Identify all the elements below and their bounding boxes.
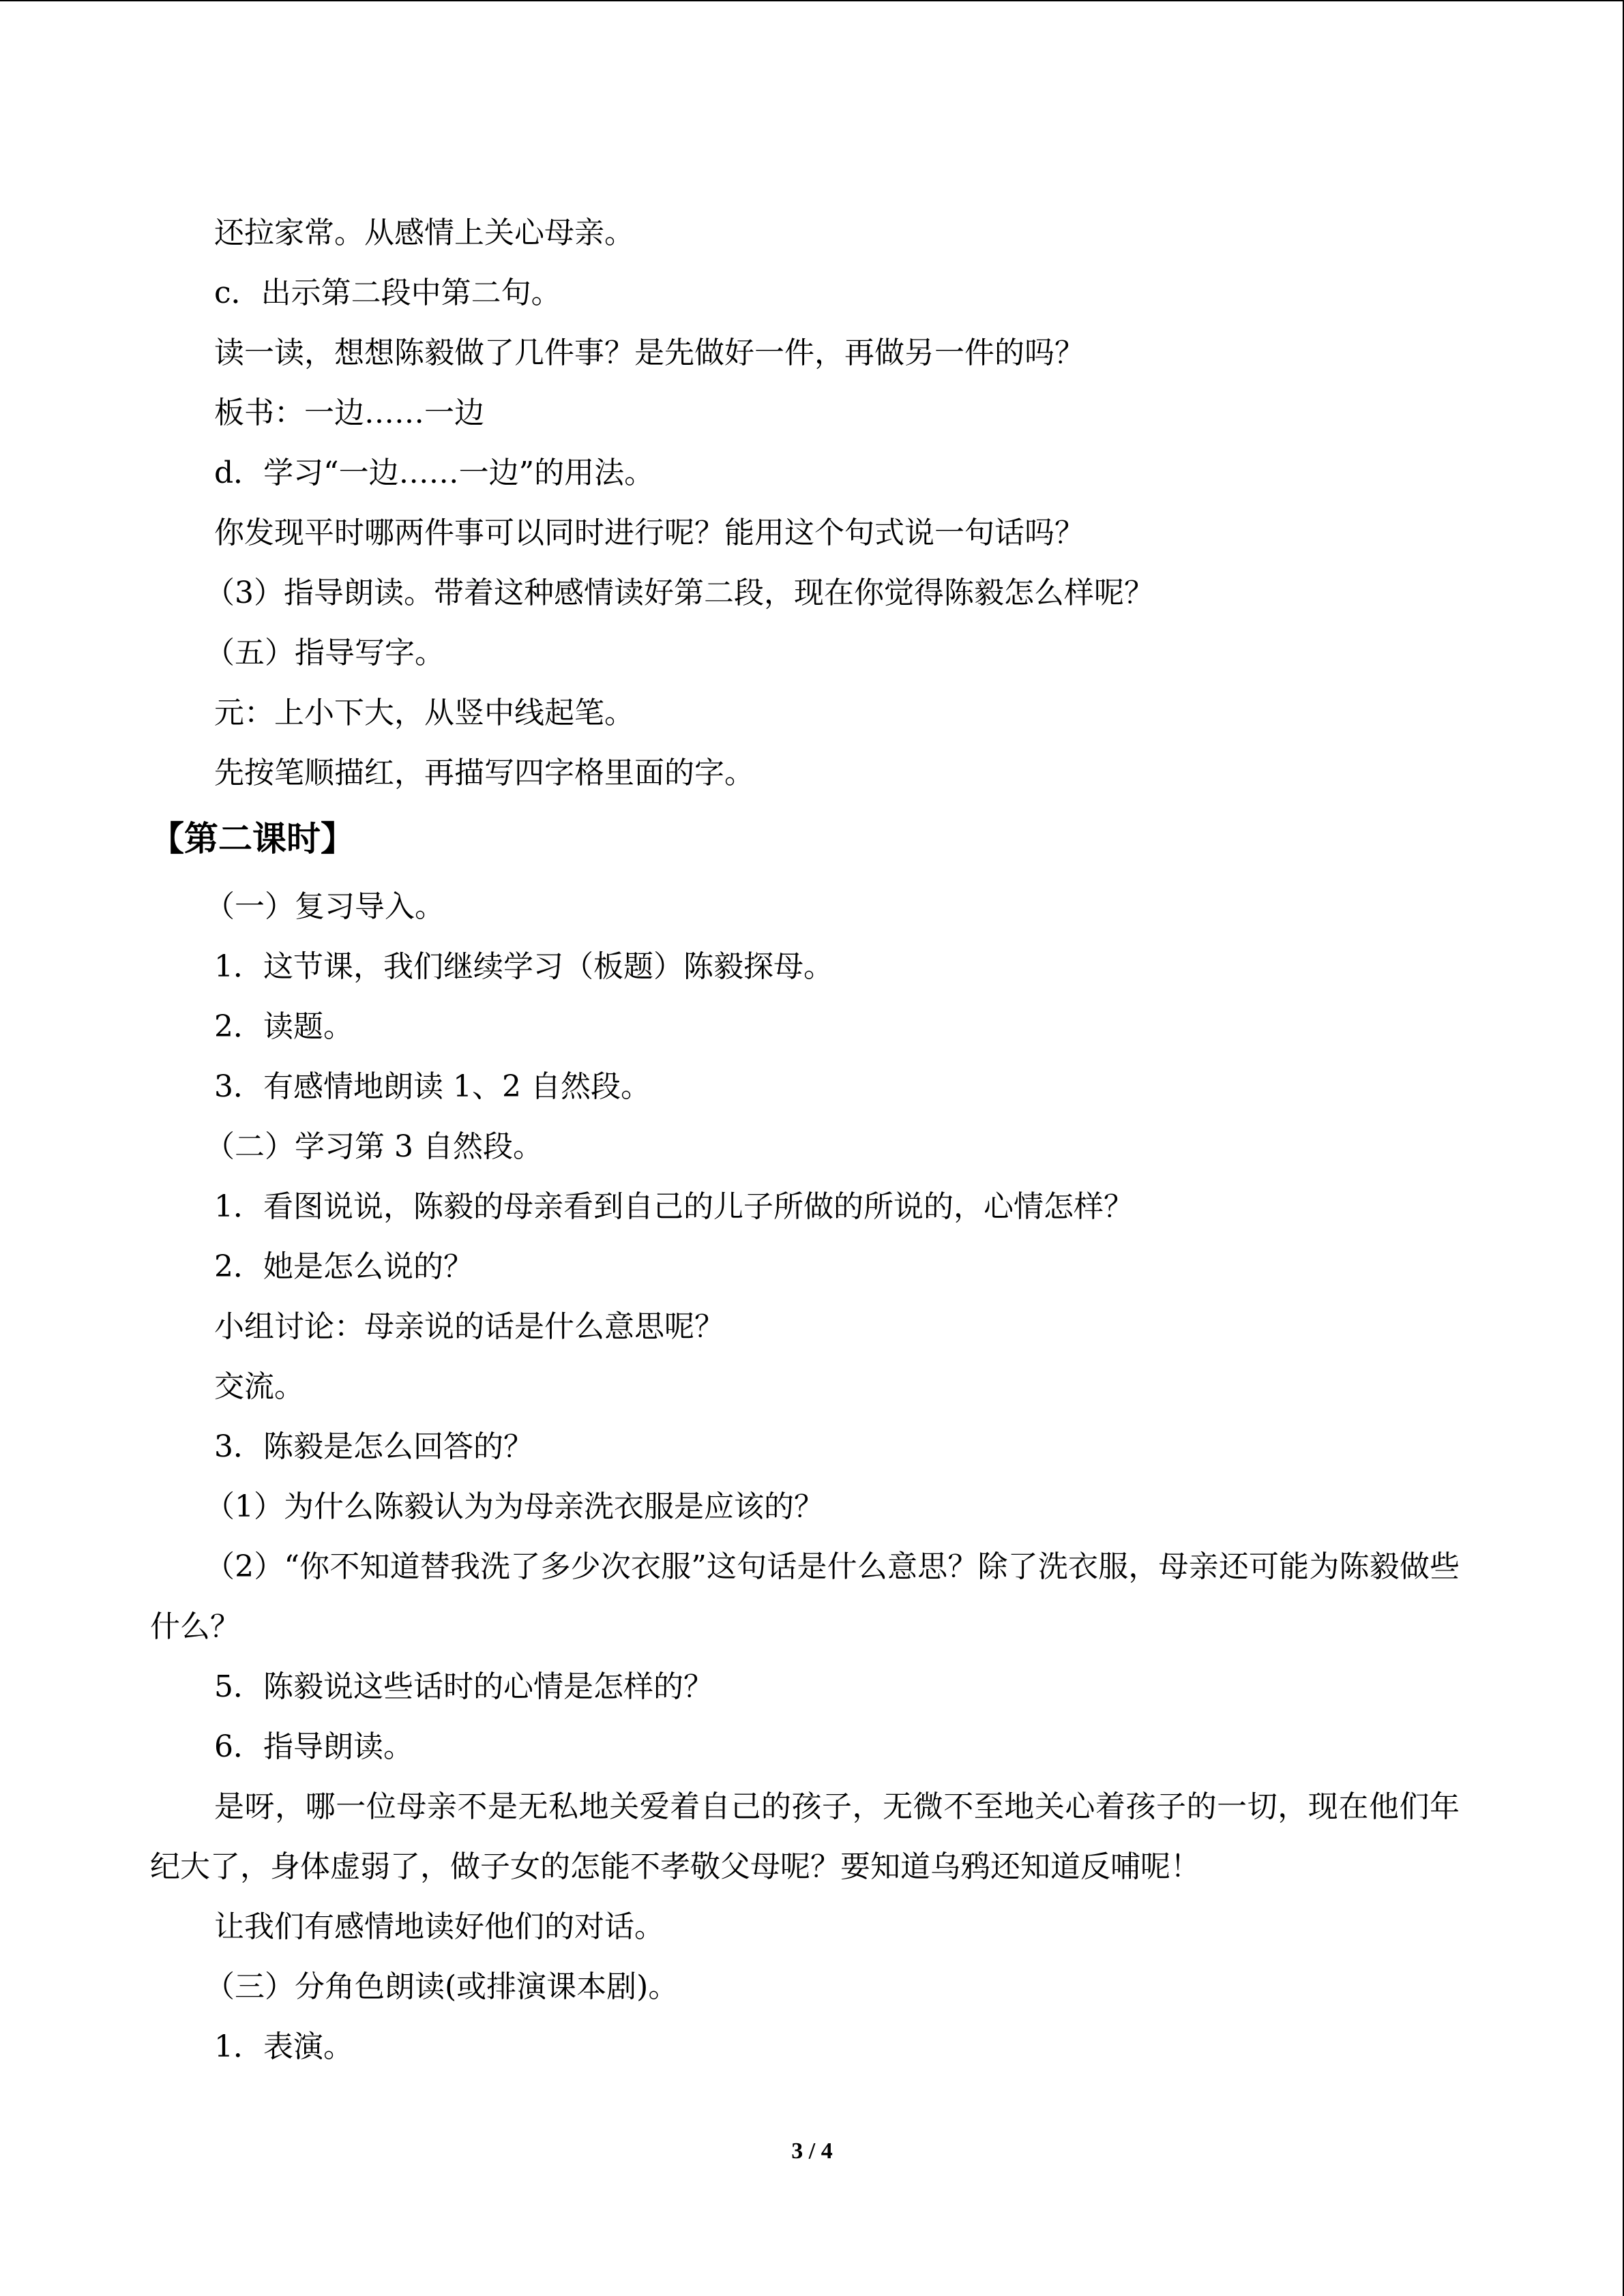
text-line: 1．这节课，我们继续学习（板题）陈毅探母。: [214, 949, 833, 984]
text-line: 元：上小下大，从竖中线起笔。: [214, 696, 634, 730]
text-line: 5．陈毅说这些话时的心情是怎样的？: [214, 1669, 713, 1704]
page-number: 3 / 4: [791, 2138, 833, 2164]
text-line: 2．她是怎么说的？: [214, 1249, 473, 1284]
text-line: 读一读，想想陈毅做了几件事？是先做好一件，再做另一件的吗？: [214, 336, 1084, 370]
section-heading: 【第二课时】: [150, 819, 355, 859]
text-line: 2．读题。: [214, 1009, 353, 1044]
document-body: [150, 203, 1460, 2077]
text-line: 小组讨论：母亲说的话是什么意思呢？: [214, 1309, 724, 1344]
text-line: c．出示第二段中第二句。: [214, 275, 561, 310]
text-line: （1）为什么陈毅认为为母亲洗衣服是应该的？: [205, 1489, 824, 1524]
paragraph: （2）“你不知道替我洗了多少次衣服”这句话是什么意思？除了洗衣服，母亲还可能为陈毅做些什么？: [150, 1549, 1460, 1644]
text-line: （二）学习第 3 自然段。: [205, 1129, 543, 1164]
text-line: 1．表演。: [214, 2029, 353, 2064]
text-line: 先按笔顺描红，再描写四字格里面的字。: [214, 756, 754, 790]
text-line: 还拉家常。从感情上关心母亲。: [214, 215, 634, 250]
text-line: （三）分角色朗读(或排演课本剧)。: [205, 1969, 679, 2004]
text-line: 3．陈毅是怎么回答的？: [214, 1429, 533, 1464]
text-line: 让我们有感情地读好他们的对话。: [214, 1909, 664, 1944]
text-line: 1．看图说说，陈毅的母亲看到自己的儿子所做的所说的，心情怎样？: [214, 1189, 1134, 1224]
text-line: 3．有感情地朗读 1、2 自然段。: [214, 1069, 651, 1104]
text-line: d．学习“一边……一边”的用法。: [214, 456, 655, 490]
text-line: 你发现平时哪两件事可以同时进行呢？能用这个句式说一句话吗？: [214, 516, 1084, 550]
text-line: （3）指导朗读。带着这种感情读好第二段，现在你觉得陈毅怎么样呢？: [205, 576, 1154, 610]
text-line: （五）指导写字。: [205, 636, 445, 670]
text-line: 板书：一边……一边: [214, 396, 484, 430]
text-line: 交流。: [214, 1369, 304, 1404]
paragraph: 是呀，哪一位母亲不是无私地关爱着自己的孩子，无微不至地关心着孩子的一切，现在他们年纪大了，身体虚弱了，做子女的怎能不孝敬父母呢？要知道乌鸦还知道反哺呢！: [150, 1789, 1460, 1884]
text-line: （一）复习导入。: [205, 889, 445, 924]
text-line: 6．指导朗读。: [214, 1729, 413, 1764]
